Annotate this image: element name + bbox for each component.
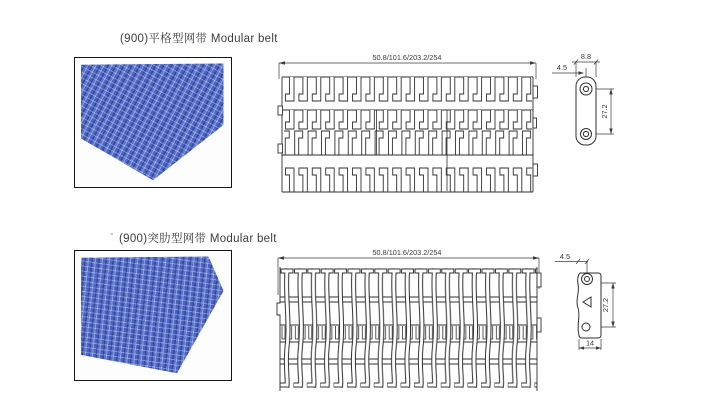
section2-dim-pitch: 27.2 bbox=[601, 297, 610, 313]
section2-link-plate bbox=[577, 273, 601, 338]
section1-width-label: 50.8/101.6/203.2/254 bbox=[372, 53, 442, 62]
section2-side-view-drawing bbox=[552, 248, 647, 356]
section2-width-label: 50.8/101.6/203.2/254 bbox=[372, 248, 442, 257]
section2-top-view-drawing bbox=[276, 245, 542, 395]
section2-belt-linework bbox=[277, 267, 541, 391]
section2-bullet-dash: - bbox=[110, 228, 114, 240]
section1-width-dimension bbox=[279, 61, 536, 79]
section1-belt-linework bbox=[278, 77, 538, 192]
section1-link-plate bbox=[576, 77, 596, 145]
section1-side-view-drawing bbox=[550, 44, 645, 156]
section2-dim-bottom-width: 14 bbox=[585, 338, 595, 348]
section2-belt-photo bbox=[78, 254, 228, 377]
section1-dim-top-width: 8.8 bbox=[580, 52, 592, 61]
section1-belt-photo bbox=[78, 61, 228, 184]
section2-dim-offset: 4.5 bbox=[559, 252, 571, 261]
section1-title: (900)平格型网带 Modular belt bbox=[120, 33, 278, 45]
section1-photo-frame bbox=[74, 57, 232, 188]
section2-title: (900)突肋型网带 Modular belt bbox=[119, 233, 277, 245]
section2-photo-frame bbox=[74, 250, 232, 381]
section1-dim-offset: 4.5 bbox=[556, 63, 568, 72]
section1-dim-pitch: 27.2 bbox=[600, 104, 609, 119]
section1-top-view-drawing bbox=[276, 50, 542, 198]
